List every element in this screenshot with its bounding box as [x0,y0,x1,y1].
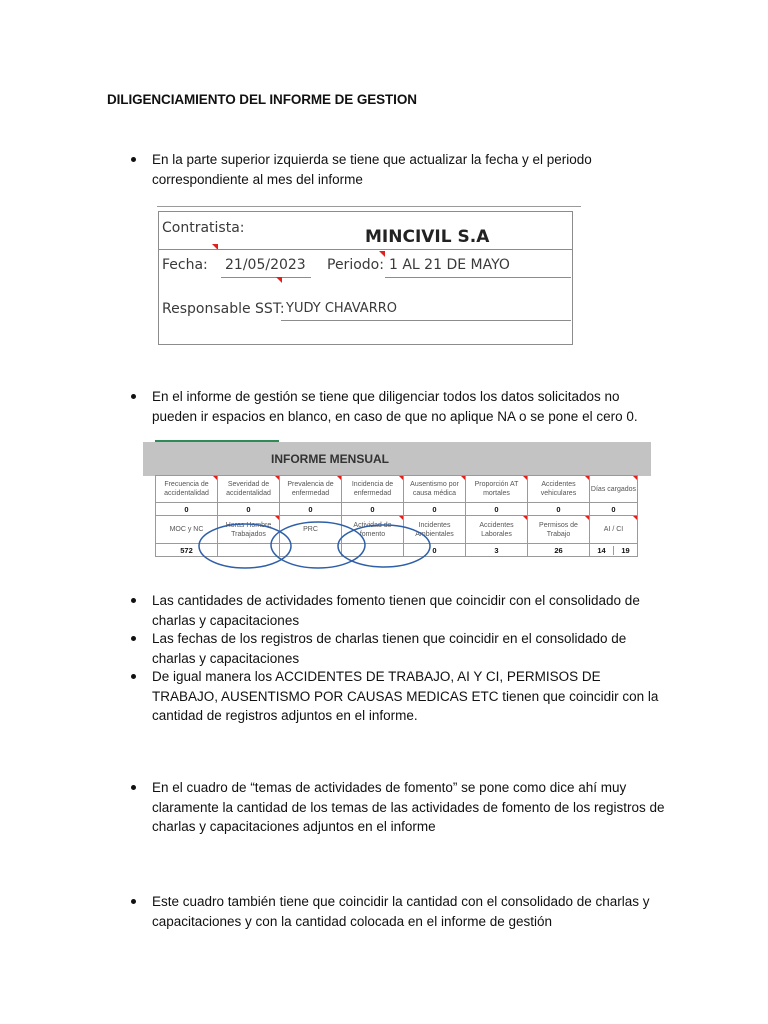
value-cell: 0 [404,503,466,516]
bullet-dot [131,394,136,399]
bullet-dot [131,157,136,162]
ci-value: 19 [613,546,637,555]
document-title: DILIGENCIAMIENTO DEL INFORME DE GESTION [107,92,417,107]
contractor-form-image [157,206,574,345]
bullet-text: Las cantidades de actividades fomento tienen que coincidir con el consolidado de charlas y capacitaciones [152,593,640,628]
header-cell: Días cargados [590,476,638,503]
header-cell: MOC y NC [156,516,218,544]
company-name: MINCIVIL S.A [365,227,490,247]
fecha-value: 21/05/2023 [225,257,306,273]
highlight-circle [199,524,291,568]
value-cell: 0 [466,503,528,516]
bullet-text: Este cuadro también tiene que coincidir la cantidad con el consolidado de charlas y capacitaciones y con la cantidad colocada en el informe de gestión [152,894,650,929]
value-cell: 0 [342,503,404,516]
value-cell: 0 [156,503,218,516]
monthly-report-image [143,440,651,561]
value-cell: 0 [218,503,280,516]
value-cell: 0 [404,544,466,557]
header-cell: Severidad de accidentalidad [218,476,280,503]
fecha-label: Fecha: [162,257,208,273]
responsable-value: YUDY CHAVARRO [286,301,397,316]
header-cell: PRC [280,516,342,544]
value-cell: 3 [466,544,528,557]
periodo-value: 1 AL 21 DE MAYO [389,257,510,273]
header-cell: Horas Hombre Trabajados [218,516,280,544]
header-cell: Ausentismo por causa médica [404,476,466,503]
header-cell: Accidentes Laborales [466,516,528,544]
responsable-label: Responsable SST: [162,301,285,317]
header-cell: Frecuencia de accidentalidad [156,476,218,503]
ai-value: 14 [597,545,606,555]
header-cell: AI / CI [590,516,638,544]
bullet-dot [131,636,136,641]
bullet-text: En el cuadro de “temas de actividades de fomento” se pone como dice ahí muy claramente la cantidad de los temas de las actividades de fomento de los registros de charlas y capacitaciones adjuntos en el informe [152,780,665,834]
value-cell: 572 [156,544,218,557]
monthly-report-title: INFORME MENSUAL [271,452,389,466]
bullet-dot [131,598,136,603]
header-cell: Prevalencia de enfermedad [280,476,342,503]
bullet-dot [131,785,136,790]
bullet-text: En el informe de gestión se tiene que diligenciar todos los datos solicitados no pueden ir espacios en blanco, en caso de que no aplique NA o se pone el cero 0. [152,389,638,424]
bullet-text: De igual manera los ACCIDENTES DE TRABAJO, AI Y CI, PERMISOS DE TRABAJO, AUSENTISMO POR CAUSAS MEDICAS ETC tienen que coincidir con la cantidad de registros adjuntos en el informe. [152,669,659,723]
header-cell: Incidencia de enfermedad [342,476,404,503]
bullet-dot [131,674,136,679]
header-cell: Proporción AT mortales [466,476,528,503]
value-cell: 0 [590,503,638,516]
header-cell: Accidentes vehiculares [528,476,590,503]
header-cell: Incidentes Ambientales [404,516,466,544]
highlight-overlay [143,440,651,570]
highlight-circle [338,525,430,567]
bullet-text: Las fechas de los registros de charlas tienen que coincidir en el consolidado de charlas y capacitaciones [152,631,627,666]
contratista-label: Contratista: [162,220,245,236]
bullet-dot [131,899,136,904]
periodo-label: Periodo: [327,257,384,273]
bullet-text: En la parte superior izquierda se tiene que actualizar la fecha y el periodo correspondiente al mes del informe [152,152,592,187]
value-cell: 0 [280,503,342,516]
value-cell: 26 [528,544,590,557]
header-cell: Permisos de Trabajo [528,516,590,544]
header-cell: Actividad de fomento [342,516,404,544]
value-cell: 0 [528,503,590,516]
